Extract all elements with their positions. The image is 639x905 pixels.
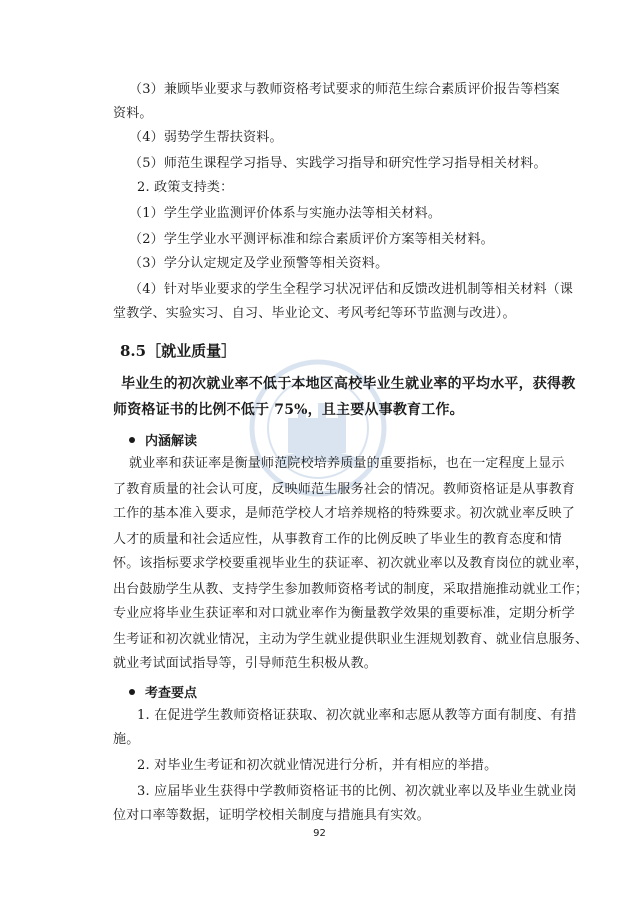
text-line: 施。 xyxy=(113,732,140,747)
text-line: 就业率和获证率是衡量师范院校培养质量的重要指标，也在一定程度上显示 xyxy=(129,456,565,471)
text-line: 生考证和初次就业情况，主动为学生就业提供职业生涯规划教育、就业信息服务、 xyxy=(113,632,589,647)
connotation-title xyxy=(129,430,197,449)
bullet-icon xyxy=(129,437,135,443)
text-line: （3）学分认定规定及学业预警等相关资料。 xyxy=(129,256,389,271)
text-line: 2. 政策支持类： xyxy=(137,180,234,195)
text-line: （4）弱势学生帮扶资料。 xyxy=(129,130,283,145)
text-line: 堂教学、实验实习、自习、毕业论文、考风考纪等环节监测与改进）。 xyxy=(113,306,516,321)
text-line: 位对口率等数据，证明学校相关制度与措施具有实效。 xyxy=(113,808,430,823)
section-heading: 8.5［就业质量］ xyxy=(120,342,237,360)
standard-text: 毕业生的初次就业率不低于本地区高校毕业生就业率的平均水平，获得教 xyxy=(121,376,576,392)
text-line: （2）学生学业水平测评标准和综合素质评价方案等相关材料。 xyxy=(129,232,494,247)
text-line: （1）学生学业监测评价体系与实施办法等相关材料。 xyxy=(129,206,442,221)
text-line: （5）师范生课程学习指导、实践学习指导和研究性学习指导相关材料。 xyxy=(129,156,547,171)
text-line: （3）兼顾毕业要求与教师资格考试要求的师范生综合素质评价报告等档案 xyxy=(129,82,560,97)
checkpoints-title-text: 考查要点 xyxy=(145,686,198,701)
text-line: 怀。该指标要求学校要重视毕业生的获证率、初次就业率以及教育岗位的就业率， xyxy=(113,556,589,571)
text-line: 就业考试面试指导等，引导师范生积极从教。 xyxy=(113,656,378,671)
text-line: 资料。 xyxy=(113,106,153,121)
standard-text: 师资格证书的比例不低于 75%，且主要从事教育工作。 xyxy=(113,402,464,418)
text-line: 工作的基本准入要求，是师范学校人才培养规格的特殊要求。初次就业率反映了 xyxy=(113,506,576,521)
bullet-icon xyxy=(129,689,135,695)
text-line: 出台鼓励学生从教、支持学生参加教师资格考试的制度，采取措施推动就业工作； xyxy=(113,582,589,597)
text-line: （4）针对毕业要求的学生全程学习状况评估和反馈改进机制等相关材料（课 xyxy=(129,282,574,297)
text-line: 人才的质量和社会适应性，从事教育工作的比例反映了毕业生的教育态度和情 xyxy=(113,532,562,547)
text-line: 2. 对毕业生考证和初次就业情况进行分析，并有相应的举措。 xyxy=(137,758,498,773)
checkpoints-title xyxy=(129,682,197,701)
text-line: 1. 在促进学生教师资格证获取、初次就业率和志愿从教等方面有制度、有措 xyxy=(137,708,577,723)
text-line: 专业应将毕业生获证率和对口就业率作为衡量教学效果的重要标准，定期分析学 xyxy=(113,606,576,621)
page-number: 92 xyxy=(313,828,326,839)
connotation-title-text: 内涵解读 xyxy=(145,434,198,449)
text-line: 了教育质量的社会认可度，反映师范生服务社会的情况。教师资格证是从事教育 xyxy=(113,482,576,497)
text-line: 3. 应届毕业生获得中学教师资格证书的比例、初次就业率以及毕业生就业岗 xyxy=(137,784,577,799)
